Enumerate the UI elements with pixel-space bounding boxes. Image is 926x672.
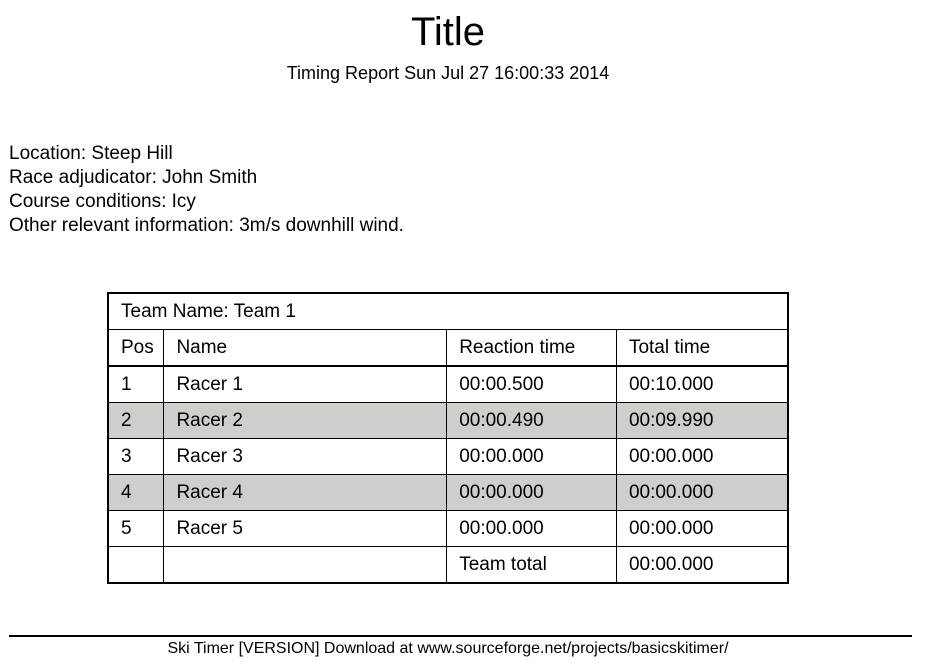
reaction-cell: 00:00.490	[447, 403, 617, 439]
table-row	[108, 403, 788, 439]
header-reaction-time: Reaction time	[447, 330, 617, 367]
empty-cell	[164, 547, 447, 584]
team-name-row	[108, 293, 788, 330]
name-cell: Racer 4	[164, 475, 447, 511]
team-total-label: Team total	[447, 547, 617, 584]
name-cell: Racer 2	[164, 403, 447, 439]
header-pos: Pos	[108, 330, 164, 367]
pos-cell: 4	[108, 475, 164, 511]
conditions-line: Course conditions: Icy	[9, 191, 196, 212]
results-table	[107, 292, 789, 584]
reaction-cell: 00:00.500	[447, 366, 617, 403]
name-cell: Racer 3	[164, 439, 447, 475]
pos-cell: 1	[108, 366, 164, 403]
header-total-time: Total time	[616, 330, 788, 367]
footer-text: Ski Timer [VERSION] Download at www.sourceforge.net/projects/basicskitimer/	[167, 640, 729, 657]
total-cell: 00:00.000	[616, 511, 788, 547]
total-cell: 00:10.000	[616, 366, 788, 403]
header-name: Name	[164, 330, 447, 367]
reaction-cell: 00:00.000	[447, 439, 617, 475]
team-total-row	[108, 547, 788, 584]
pos-cell: 3	[108, 439, 164, 475]
report-subtitle: Timing Report Sun Jul 27 16:00:33 2014	[286, 63, 610, 83]
name-cell: Racer 5	[164, 511, 447, 547]
reaction-cell: 00:00.000	[447, 511, 617, 547]
header-row	[108, 330, 788, 367]
other-info-line: Other relevant information: 3m/s downhill wind.	[9, 215, 404, 236]
table-row	[108, 475, 788, 511]
empty-cell	[108, 547, 164, 584]
team-name-cell: Team Name: Team 1	[108, 293, 788, 330]
footer-divider	[9, 635, 912, 637]
table-row	[108, 439, 788, 475]
pos-cell: 5	[108, 511, 164, 547]
pos-cell: 2	[108, 403, 164, 439]
total-cell: 00:00.000	[616, 439, 788, 475]
adjudicator-line: Race adjudicator: John Smith	[9, 167, 258, 188]
team-total-value: 00:00.000	[616, 547, 788, 584]
total-cell: 00:00.000	[616, 475, 788, 511]
name-cell: Racer 1	[164, 366, 447, 403]
reaction-cell: 00:00.000	[447, 475, 617, 511]
table-row	[108, 511, 788, 547]
table-row	[108, 366, 788, 403]
race-info	[9, 142, 404, 238]
report-title: Title	[410, 10, 486, 54]
total-cell: 00:09.990	[616, 403, 788, 439]
location-line: Location: Steep Hill	[9, 143, 173, 164]
